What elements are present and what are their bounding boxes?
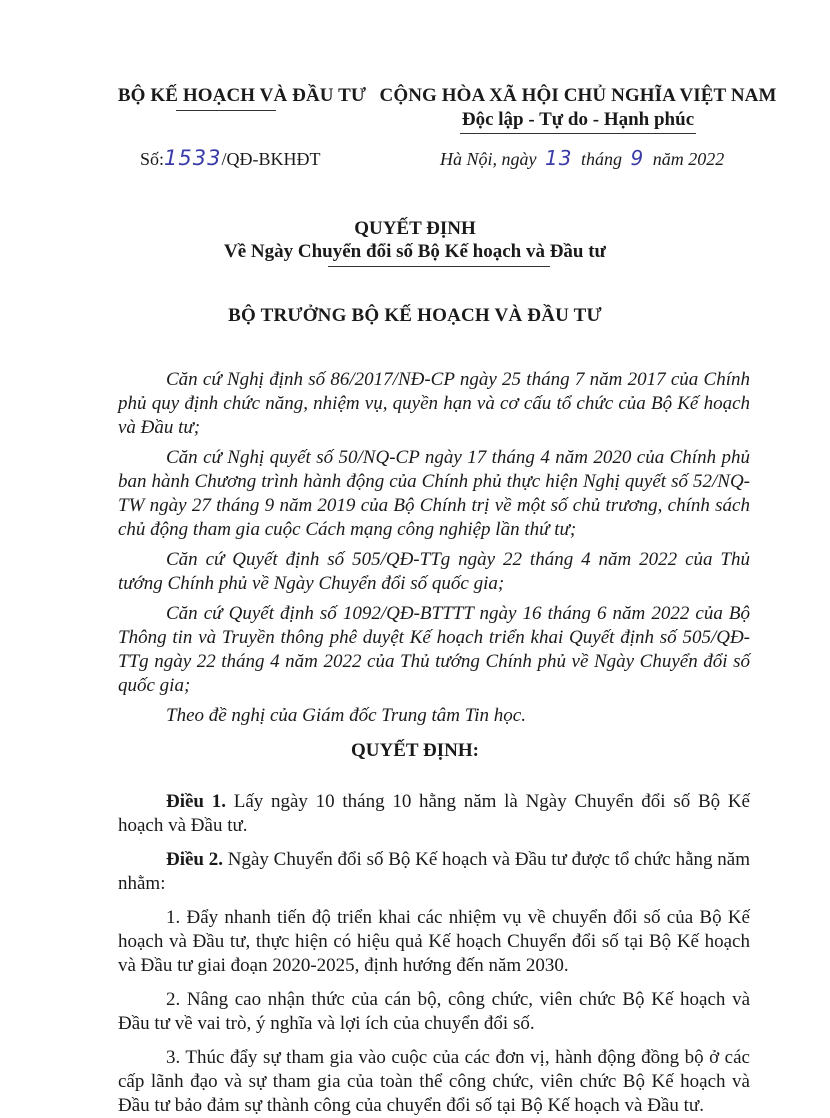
decision-title: QUYẾT ĐỊNH — [354, 218, 476, 239]
legal-bases — [118, 368, 750, 728]
ministry-header — [92, 85, 392, 107]
article-1-label: Điều 1. — [166, 791, 226, 812]
issuing-authority: BỘ TRƯỞNG BỘ KẾ HOẠCH VÀ ĐẦU TƯ — [228, 305, 602, 326]
republic-name: CỘNG HÒA XÃ HỘI CHỦ NGHĨA VIỆT NAM — [379, 85, 777, 106]
year-label: năm 2022 — [652, 149, 725, 169]
motto-underline — [460, 133, 696, 134]
decision-subject: Về Ngày Chuyển đổi số Bộ Kế hoạch và Đầu tư — [224, 241, 606, 262]
legal-basis-item: Căn cứ Quyết định số 1092/QĐ-BTTTT ngày 16 tháng 6 năm 2022 của Bộ Thông tin và Truyền thông phê duyệt Kế hoạch triển khai Quyết định số 505/QĐ-TTg ngày 22 tháng 4 năm 2022 của Thủ tướng Chính phủ về Ngày Chuyển đổi số quốc gia; — [118, 603, 750, 696]
article-2 — [118, 848, 750, 896]
article-1 — [118, 790, 750, 838]
article-1-text: Lấy ngày 10 tháng 10 hằng năm là Ngày Chuyển đổi số Bộ Kế hoạch và Đầu tư. — [118, 791, 750, 836]
legal-basis-item: Căn cứ Quyết định số 505/QĐ-TTg ngày 22 tháng 4 năm 2022 của Thủ tướng Chính phủ về Ngày Chuyển đổi số quốc gia; — [118, 549, 750, 594]
place-and-date — [440, 146, 724, 170]
place-day-label: Hà Nội, ngày — [440, 149, 537, 169]
article-2-item: 2. Nâng cao nhận thức của cán bộ, công chức, viên chức Bộ Kế hoạch và Đầu tư về vai trò, ý nghĩa và lợi ích của chuyển đổi số. — [118, 989, 750, 1034]
motto: Độc lập - Tự do - Hạnh phúc — [461, 109, 695, 130]
document-number — [140, 146, 320, 170]
month-handwritten: 9 — [630, 146, 645, 170]
article-2-item: 3. Thúc đẩy sự tham gia vào cuộc của các đơn vị, hành động đồng bộ ở các cấp lãnh đạo và sự tham gia của toàn thể công chức, viên chức Bộ Kế hoạch và Đầu tư bảo đảm sự thành công của chuyển đổi số tại Bộ Kế hoạch và Đầu tư. — [118, 1047, 750, 1116]
republic-header — [378, 85, 778, 131]
month-label: tháng — [580, 149, 622, 169]
legal-basis-item: Theo đề nghị của Giám đốc Trung tâm Tin học. — [166, 705, 526, 726]
ministry-underline — [176, 110, 276, 111]
articles — [118, 790, 750, 1118]
ministry-name: BỘ KẾ HOẠCH VÀ ĐẦU TƯ — [117, 85, 367, 106]
legal-basis-item: Căn cứ Nghị quyết số 50/NQ-CP ngày 17 tháng 4 năm 2020 của Chính phủ ban hành Chương trình hành động của Chính phủ thực hiện Nghị quyết số 52/NQ-TW ngày 27 tháng 9 năm 2019 của Bộ Chính trị về một số chủ trương, chính sách chủ động tham gia cuộc Cách mạng công nghiệp lần thứ tư; — [118, 447, 750, 540]
subject-underline — [328, 266, 550, 267]
doc-number-suffix: /QĐ-BKHĐT — [221, 149, 321, 169]
doc-number-handwritten: 1533 — [164, 146, 222, 170]
article-2-label: Điều 2. — [166, 849, 224, 870]
article-2-text: Ngày Chuyển đổi số Bộ Kế hoạch và Đầu tư được tổ chức hằng năm nhằm: — [118, 849, 750, 894]
article-2-item: 1. Đẩy nhanh tiến độ triển khai các nhiệm vụ về chuyển đổi số của Bộ Kế hoạch và Đầu tư, thực hiện có hiệu quả Kế hoạch Chuyển đổi số tại Bộ Kế hoạch và Đầu tư giai đoạn 2020-2025, định hướng đến năm 2030. — [118, 907, 750, 976]
doc-number-prefix: Số: — [140, 149, 165, 169]
legal-basis-item: Căn cứ Nghị định số 86/2017/NĐ-CP ngày 25 tháng 7 năm 2017 của Chính phủ quy định chức năng, nhiệm vụ, quyền hạn và cơ cấu tổ chức của Bộ Kế hoạch và Đầu tư; — [118, 369, 750, 438]
decision-heading: QUYẾT ĐỊNH: — [351, 740, 479, 761]
day-handwritten: 13 — [545, 146, 573, 170]
